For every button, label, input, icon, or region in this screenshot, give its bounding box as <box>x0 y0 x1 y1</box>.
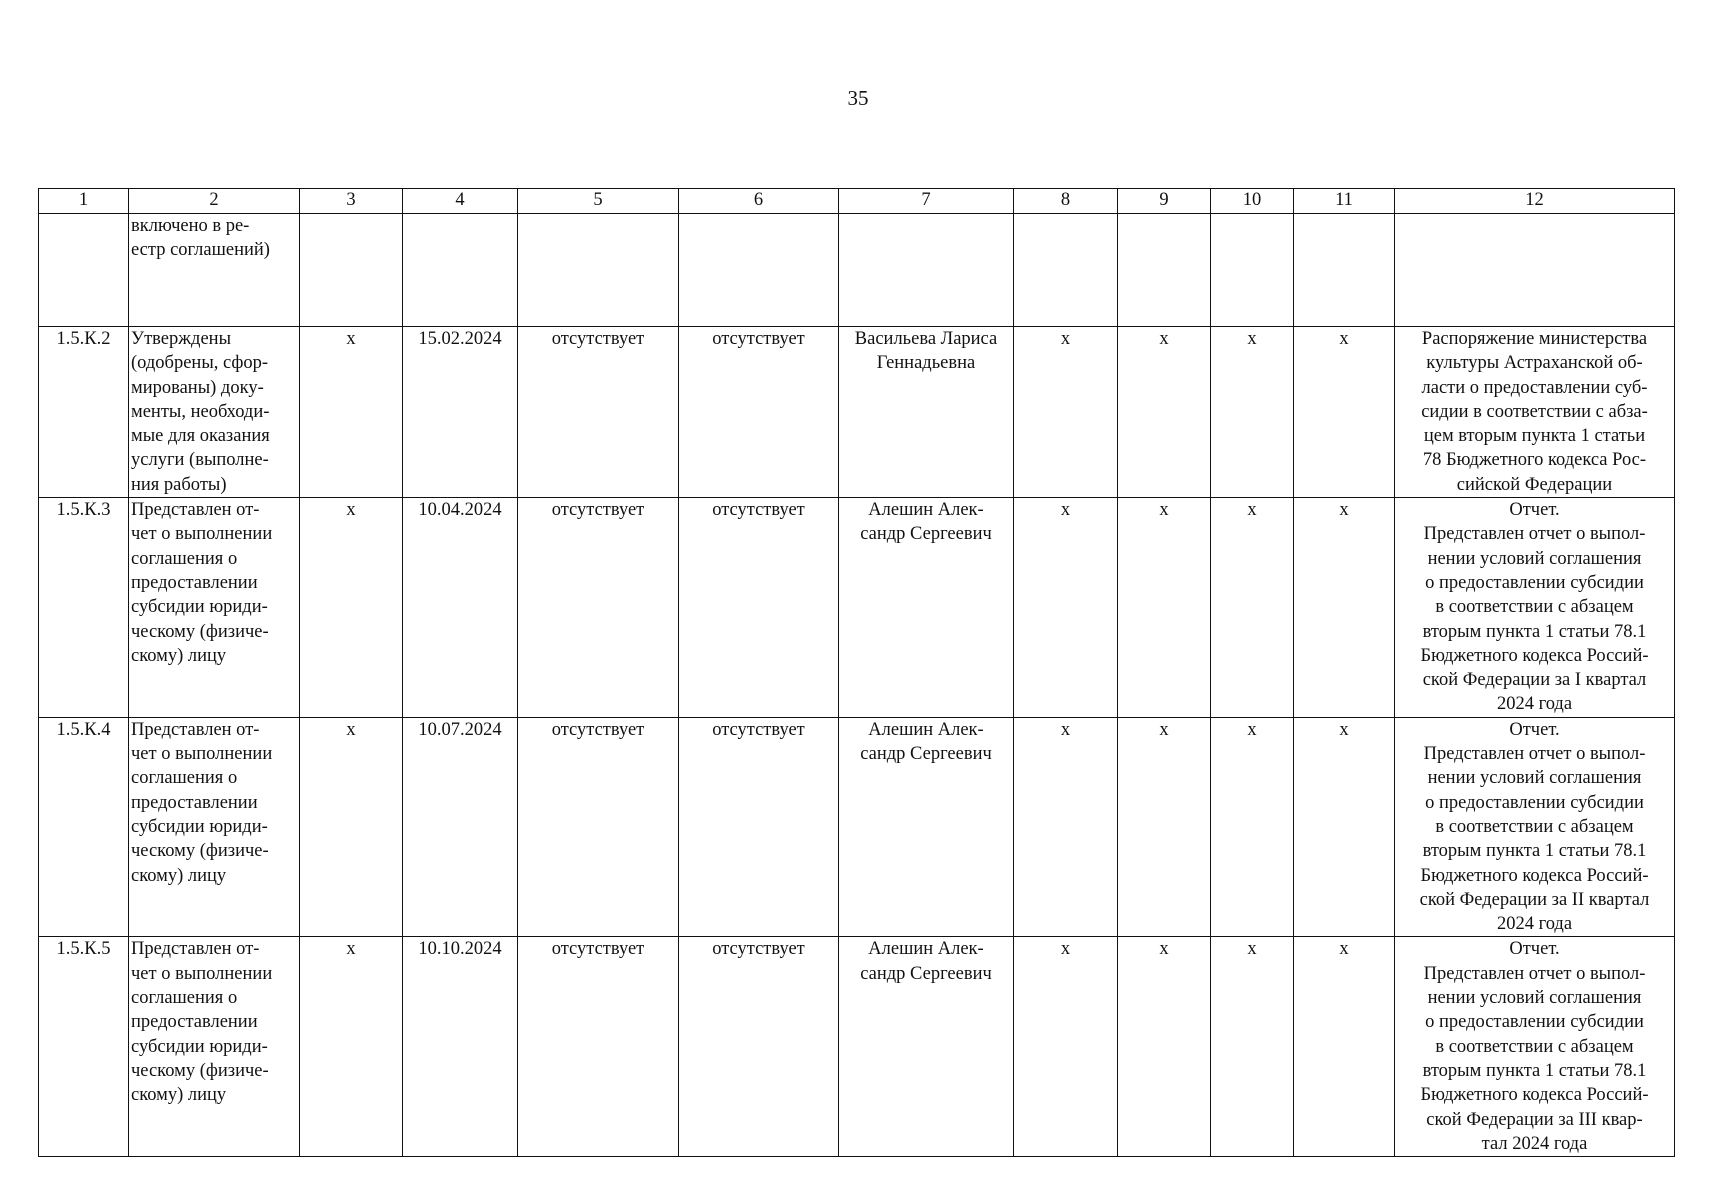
cell-col5: отсутствует <box>518 717 679 937</box>
cell-col8 <box>1014 214 1118 327</box>
column-header: 6 <box>679 189 839 214</box>
column-header: 7 <box>839 189 1014 214</box>
cell-col11: x <box>1294 498 1395 718</box>
cell-col8: x <box>1014 937 1118 1157</box>
cell-col9 <box>1118 214 1211 327</box>
table-row <box>39 498 1675 718</box>
column-header: 10 <box>1211 189 1294 214</box>
cell-date: 15.02.2024 <box>403 327 518 498</box>
cell-col10: x <box>1211 717 1294 937</box>
column-header: 4 <box>403 189 518 214</box>
cell-col9: x <box>1118 327 1211 498</box>
cell-col9: x <box>1118 717 1211 937</box>
cell-col11: x <box>1294 717 1395 937</box>
cell-col8: x <box>1014 498 1118 718</box>
row-name: включено в ре- естр соглашений) <box>129 214 300 327</box>
column-header: 12 <box>1395 189 1675 214</box>
cell-date: 10.07.2024 <box>403 717 518 937</box>
cell-document: Распоряжение министерства культуры Астраханской об- ласти о предоставлении суб- сидии в соответствии с абза- цем вторым пункта 1 статьи 78 Бюджетного кодекса Рос- сийской Федерации <box>1395 327 1675 498</box>
cell-document: Отчет. Представлен отчет о выпол- нении условий соглашения о предоставлении субсидии в соответствии с абзацем вторым пункта 1 статьи 78.1 Бюджетного кодекса Россий- ской Федерации за II квартал 2024 года <box>1395 717 1675 937</box>
table-row <box>39 717 1675 937</box>
cell-col10: x <box>1211 937 1294 1157</box>
cell-col5: отсутствует <box>518 498 679 718</box>
cell-col3 <box>300 214 403 327</box>
cell-col3: x <box>300 498 403 718</box>
column-header: 3 <box>300 189 403 214</box>
cell-col11: x <box>1294 937 1395 1157</box>
table-row <box>39 214 1675 327</box>
cell-col8: x <box>1014 327 1118 498</box>
cell-col10: x <box>1211 498 1294 718</box>
row-id: 1.5.К.5 <box>39 937 129 1157</box>
row-id: 1.5.К.4 <box>39 717 129 937</box>
table-row <box>39 327 1675 498</box>
cell-col6: отсутствует <box>679 717 839 937</box>
cell-col3: x <box>300 717 403 937</box>
cell-col6: отсутствует <box>679 327 839 498</box>
cell-col6 <box>679 214 839 327</box>
cell-col10: x <box>1211 327 1294 498</box>
cell-responsible: Алешин Алек- сандр Сергеевич <box>839 717 1014 937</box>
cell-col8: x <box>1014 717 1118 937</box>
column-header: 5 <box>518 189 679 214</box>
cell-responsible: Алешин Алек- сандр Сергеевич <box>839 498 1014 718</box>
column-header: 2 <box>129 189 300 214</box>
row-name: Представлен от- чет о выполнении соглашения о предоставлении субсидии юриди- ческому (физиче- скому) лицу <box>129 937 300 1157</box>
cell-responsible: Алешин Алек- сандр Сергеевич <box>839 937 1014 1157</box>
column-header: 9 <box>1118 189 1211 214</box>
cell-col3: x <box>300 937 403 1157</box>
cell-col5: отсутствует <box>518 937 679 1157</box>
cell-col5: отсутствует <box>518 327 679 498</box>
row-name: Представлен от- чет о выполнении соглашения о предоставлении субсидии юриди- ческому (физиче- скому) лицу <box>129 717 300 937</box>
cell-document: Отчет. Представлен отчет о выпол- нении условий соглашения о предоставлении субсидии в соответствии с абзацем вторым пункта 1 статьи 78.1 Бюджетного кодекса Россий- ской Федерации за III квар- тал 2024 года <box>1395 937 1675 1157</box>
cell-document: Отчет. Представлен отчет о выпол- нении условий соглашения о предоставлении субсидии в соответствии с абзацем вторым пункта 1 статьи 78.1 Бюджетного кодекса Россий- ской Федерации за I квартал 2024 года <box>1395 498 1675 718</box>
column-header: 8 <box>1014 189 1118 214</box>
cell-col6: отсутствует <box>679 937 839 1157</box>
cell-col6: отсутствует <box>679 498 839 718</box>
cell-date <box>403 214 518 327</box>
cell-responsible <box>839 214 1014 327</box>
cell-col9: x <box>1118 937 1211 1157</box>
plan-table <box>38 188 1675 1157</box>
row-name: Утверждены (одобрены, сфор- мированы) доку- менты, необходи- мые для оказания услуги (выполне- ния работы) <box>129 327 300 498</box>
cell-col5 <box>518 214 679 327</box>
row-id <box>39 214 129 327</box>
row-id: 1.5.К.2 <box>39 327 129 498</box>
column-header: 11 <box>1294 189 1395 214</box>
cell-document <box>1395 214 1675 327</box>
row-id: 1.5.К.3 <box>39 498 129 718</box>
column-header: 1 <box>39 189 129 214</box>
table-row <box>39 937 1675 1157</box>
row-name: Представлен от- чет о выполнении соглашения о предоставлении субсидии юриди- ческому (физиче- скому) лицу <box>129 498 300 718</box>
header-row <box>39 189 1675 214</box>
cell-col3: x <box>300 327 403 498</box>
cell-col10 <box>1211 214 1294 327</box>
page-number: 35 <box>847 86 869 110</box>
cell-col11 <box>1294 214 1395 327</box>
cell-responsible: Васильева Лариса Геннадьевна <box>839 327 1014 498</box>
cell-date: 10.04.2024 <box>403 498 518 718</box>
cell-col11: x <box>1294 327 1395 498</box>
cell-date: 10.10.2024 <box>403 937 518 1157</box>
cell-col9: x <box>1118 498 1211 718</box>
